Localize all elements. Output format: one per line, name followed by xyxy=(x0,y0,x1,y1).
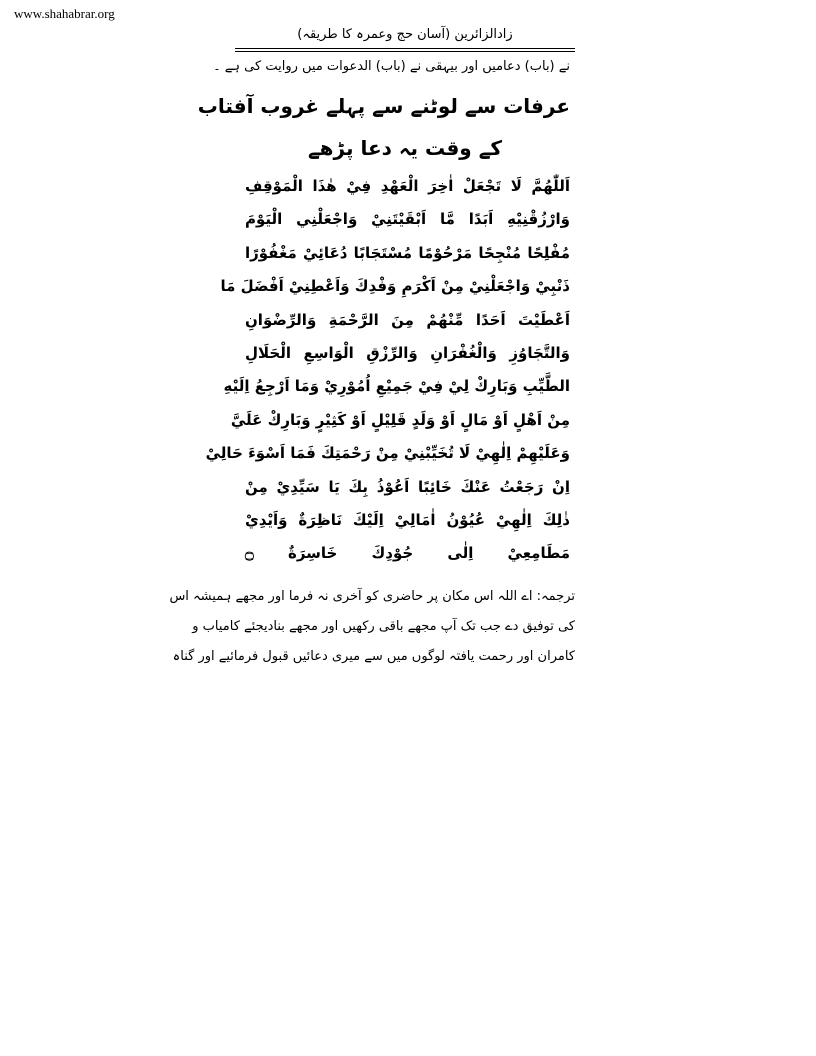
dua-line: مَطَامِعِيْ اِلٰى جُوْدِكَ خَاسِرَةٌ ۝ xyxy=(245,544,570,563)
dua-line: اَعْطَيْتَ اَحَدًا مِّنْهُمْ مِنَ الرَّحْمَةِ وَالرِّضْوَانِ xyxy=(245,310,570,329)
header-divider xyxy=(235,51,575,52)
dua-line: ذَنْبِيْ وَاجْعَلْنِيْ مِنْ اَكْرَمِ وَفْدِكَ وَاَعْطِنِيْ اَفْضَلَ مَا xyxy=(220,277,570,296)
translation-text xyxy=(169,582,575,672)
dua-line: اِنْ رَجَعْتُ عَنْكَ خَائِبًا اَعُوْذُ بِكَ يَا سَيِّدِيْ مِنْ xyxy=(245,477,570,496)
dua-line: ذٰلِكَ اِلٰهِيْ عُيُوْنُ اٰمَالِيْ اِلَيْكَ نَاظِرَةٌ وَاَيْدِيْ xyxy=(245,510,570,529)
dua-line: وَالتَّجَاوُزِ وَالْغُفْرَانِ وَالرِّزْقِ الْوَاسِعِ الْحَلَالِ xyxy=(245,343,570,362)
section-heading-line-1: عرفات سے لوٹنے سے پہلے غروب آفتاب xyxy=(197,94,570,118)
translation-line: کی توفیق دے جب تک آپ مجھے باقی رکھیں اور مجھے بنادیجئے کامیاب و xyxy=(192,619,575,634)
dua-line: وَارْزُقْنِيْهِ اَبَدًا مَّا اَبْقَيْتَنِيْ وَاجْعَلْنِي الْيَوْمَ xyxy=(245,210,570,229)
book-title-header: زادالزائرین (آسان حج وعمرہ کا طریقہ) xyxy=(235,22,575,49)
translation-line: کامران اور رحمت یافتہ لوگوں میں سے میری دعائیں قبول فرمائیے اور گناہ xyxy=(172,649,575,664)
dua-line: اَللّٰهُمَّ لَا تَجْعَلْ اٰخِرَ الْعَهْدِ فِيْ هٰذَا الْمَوْقِفِ xyxy=(245,177,570,195)
translation-line: ترجمہ: اے اللہ اس مکان پر حاضری کو آخری نہ فرما اور مجھے ہمیشہ اس xyxy=(169,589,575,604)
dua-line: مِنْ اَهْلٍ اَوْ مَالٍ اَوْ وَلَدٍ قَلِيْلٍ اَوْ كَثِيْرٍ وَبَارِكْ عَلَيَّ xyxy=(230,410,570,429)
dua-line: الطَّيِّبِ وَبَارِكْ لِيْ فِيْ جَمِيْعِ اُمُوْرِيْ وَمَا اَرْجِعُ اِلَيْهِ xyxy=(223,377,570,396)
section-heading-line-2: کے وقت یہ دعا پڑھے xyxy=(307,136,503,160)
dua-line: مُفْلِحًا مُنْجِحًا مَرْحُوْمًا مُسْتَجَابًا دُعَائِيْ مَغْفُوْرًا xyxy=(245,243,570,262)
dua-text xyxy=(205,170,570,571)
intro-line: نے (باب) دعامیں اور بیہقی نے (باب) الدعوات میں روایت کی ہے ۔ xyxy=(213,59,570,74)
site-url: www.shahabrar.org xyxy=(14,6,115,21)
dua-line: وَعَلَيْهِمْ اِلٰهِيْ لَا تُخَيِّبْنِيْ مِنْ رَحْمَتِكَ فَمَا اَسْوَءَ حَالِيْ xyxy=(205,444,570,463)
